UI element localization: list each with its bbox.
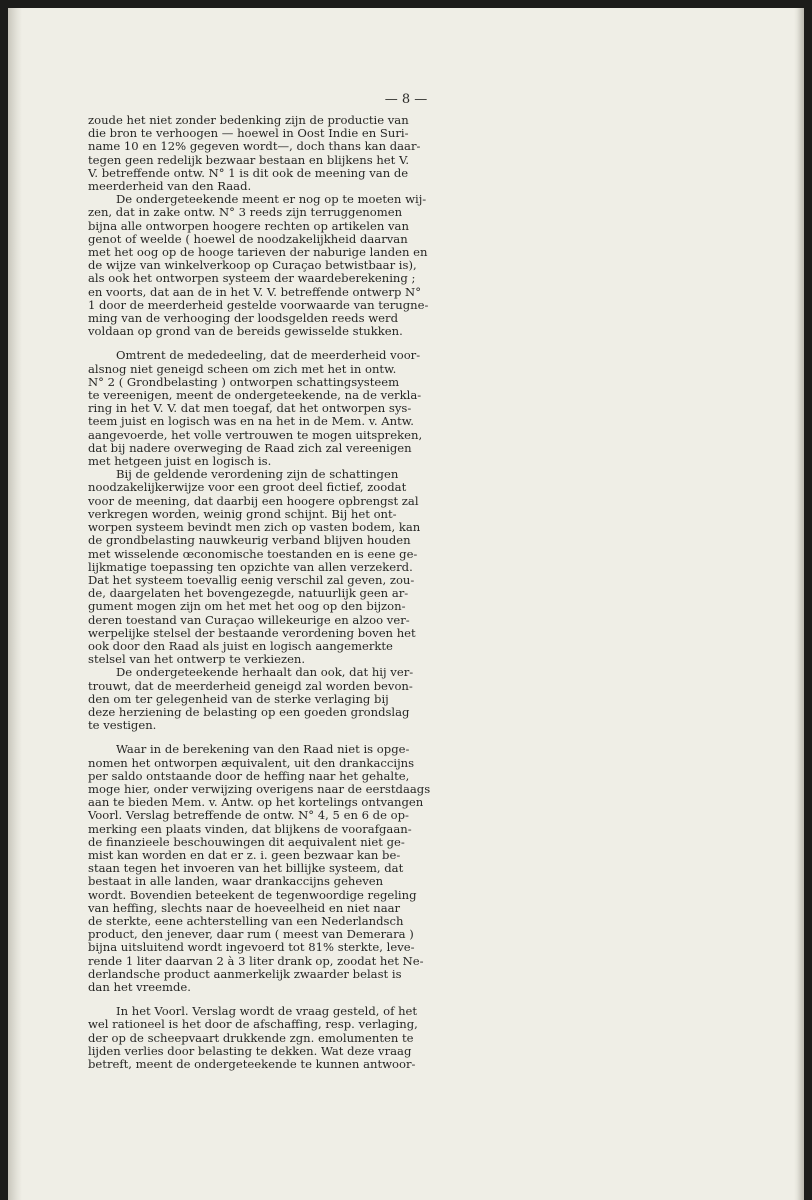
text-line: den om ter gelegenheid van de sterke verlaging bij <box>88 691 389 706</box>
text-line: en voorts, dat aan de in het V. V. betreffende ontwerp N° <box>88 284 421 299</box>
text-line: merking een plaats vinden, dat blijkens de voorafgaan- <box>88 821 412 836</box>
text-line: aangevoerde, het volle vertrouwen te mogen uitspreken, <box>88 427 423 442</box>
text-line: per saldo ontstaande door de heffing naar het gehalte, <box>88 768 410 783</box>
text-line: de, daargelaten het bovengezegde, natuurlijk geen ar- <box>88 586 409 601</box>
text-line: derlandsche product aanmerkelijk zwaarder belast is <box>88 966 402 981</box>
text-line: trouwt, dat de meerderheid geneigd zal worden bevon- <box>88 678 413 693</box>
text-line: die bron te verhoogen — hoewel in Oost Indie en Suri- <box>88 126 409 141</box>
text-line: De ondergeteekende herhaalt dan ook, dat hij ver- <box>116 665 414 680</box>
document-page <box>8 8 804 1200</box>
text-line: stelsel van het ontwerp te verkiezen. <box>88 652 306 667</box>
text-line: gument mogen zijn om het met het oog op den bijzon- <box>88 599 406 614</box>
text-line: moge hier, onder verwijzing overigens naar de eerstdaags <box>88 781 431 796</box>
text-line: tegen geen redelijk bezwaar bestaan en blijkens het V. <box>88 152 410 167</box>
text-line: dan het vreemde. <box>88 980 191 994</box>
text-line: wordt. Bovendien beteekent de tegenwoordige regeling <box>88 887 417 902</box>
text-line: bijna alle ontworpen hoogere rechten op artikelen van <box>88 218 409 233</box>
text-line: de sterkte, eene achterstelling van een Nederlandsch <box>88 913 404 928</box>
text-line: ook door den Raad als juist en logisch aangemerkte <box>88 638 393 653</box>
text-line: Waar in de berekening van den Raad niet is opge- <box>116 742 410 757</box>
text-line: product, den jenever, daar rum ( meest van Demerara ) <box>88 927 414 942</box>
text-line: met hetgeen juist en logisch is. <box>88 454 272 469</box>
text-line: betreft, meent de ondergeteekende te kunnen antwoor- <box>88 1057 416 1072</box>
text-line: Dat het systeem toevallig eenig verschil zal geven, zou- <box>88 572 415 587</box>
text-line: zoude het niet zonder bedenking zijn de productie van <box>88 113 409 127</box>
text-line: wel rationeel is het door de afschaffing, resp. verlaging, <box>88 1017 418 1032</box>
text-line: In het Voorl. Verslag wordt de vraag gesteld, of het <box>116 1004 418 1019</box>
text-line: meerderheid van den Raad. <box>88 179 252 194</box>
text-line: name 10 en 12% gegeven wordt—, doch thans kan daar- <box>88 139 421 154</box>
text-line: te vestigen. <box>88 718 157 733</box>
text-line: de grondbelasting nauwkeurig verband blijven houden <box>88 533 411 548</box>
text-line: 1 door de meerderheid gestelde voorwaarde van terugne- <box>88 297 429 312</box>
text-line: Omtrent de mededeeling, dat de meerderheid voor- <box>116 348 421 363</box>
page-binding-shadow <box>8 8 22 1200</box>
body-text <box>88 114 468 1071</box>
text-line: van heffing, slechts naar de hoeveelheid en niet naar <box>88 900 401 915</box>
text-line: N° 2 ( Grondbelasting ) ontworpen schattingsysteem <box>88 374 400 389</box>
paragraph <box>88 743 468 994</box>
text-line: worpen systeem bevindt men zich op vasten bodem, kan <box>88 520 421 535</box>
text-line: bestaat in alle landen, waar drankaccijns geheven <box>88 874 384 889</box>
text-line: De ondergeteekende meent er nog op te moeten wij- <box>116 192 427 207</box>
text-line: met wisselende œconomische toestanden en is eene ge- <box>88 546 418 561</box>
paragraph <box>88 349 468 468</box>
text-line: ming van de verhooging der loodsgelden reeds werd <box>88 311 398 326</box>
paragraph <box>88 1005 468 1071</box>
page-number: — 8 — <box>384 92 428 107</box>
text-line: Voorl. Verslag betreffende de ontw. N° 4, 5 en 6 de op- <box>88 808 409 823</box>
text-line: zen, dat in zake ontw. N° 3 reeds zijn terruggenomen <box>88 205 403 220</box>
text-line: staan tegen het invoeren van het billijke systeem, dat <box>88 861 404 876</box>
text-line: met het oog op de hooge tarieven der naburige landen en <box>88 245 428 260</box>
text-line: voor de meening, dat daarbij een hoogere opbrengst zal <box>88 493 419 508</box>
paragraph <box>88 468 468 666</box>
text-line: bijna uitsluitend wordt ingevoerd tot 81% sterkte, leve- <box>88 940 415 955</box>
text-line: genot of weelde ( hoewel de noodzakelijkheid daarvan <box>88 231 408 246</box>
text-line: nomen het ontworpen æquivalent, uit den drankaccijns <box>88 755 415 770</box>
text-line: werpelijke stelsel der bestaande verordening boven het <box>88 625 416 640</box>
text-line: der op de scheepvaart drukkende zgn. emolumenten te <box>88 1030 414 1045</box>
text-line: alsnog niet geneigd scheen om zich met het in ontw. <box>88 361 397 376</box>
text-line: aan te bieden Mem. v. Antw. op het kortelings ontvangen <box>88 795 424 810</box>
text-line: de wijze van winkelverkoop op Curaçao betwistbaar is), <box>88 258 417 273</box>
text-line: rende 1 liter daarvan 2 à 3 liter drank op, zoodat het Ne- <box>88 953 424 968</box>
text-line: te vereenigen, meent de ondergeteekende, na de verkla- <box>88 388 422 403</box>
text-line: lijkmatige toepassing ten opzichte van allen verzekerd. <box>88 559 413 574</box>
page-edge-shadow <box>794 8 804 1200</box>
text-line: dat bij nadere overweging de Raad zich zal vereenigen <box>88 440 412 455</box>
text-line: noodzakelijkerwijze voor een groot deel fictief, zoodat <box>88 480 407 495</box>
text-line: Bij de geldende verordening zijn de schattingen <box>116 467 399 482</box>
text-line: V. betreffende ontw. N° 1 is dit ook de meening van de <box>88 165 409 180</box>
paragraph <box>88 193 468 338</box>
text-line: lijden verlies door belasting te dekken. Wat deze vraag <box>88 1043 412 1058</box>
paragraph <box>88 114 468 193</box>
text-line: ring in het V. V. dat men toegaf, dat het ontworpen sys- <box>88 401 412 416</box>
text-line: als ook het ontworpen systeem der waardeberekening ; <box>88 271 416 286</box>
text-line: deren toestand van Curaçao willekeurige en alzoo ver- <box>88 612 410 627</box>
text-line: voldaan op grond van de bereids gewisselde stukken. <box>88 324 403 339</box>
text-line: mist kan worden en dat er z. i. geen bezwaar kan be- <box>88 847 401 862</box>
text-line: teem juist en logisch was en na het in de Mem. v. Antw. <box>88 414 414 429</box>
text-line: verkregen worden, weinig grond schijnt. Bij het ont- <box>88 506 397 521</box>
text-line: de finanzieele beschouwingen dit aequivalent niet ge- <box>88 834 405 849</box>
text-line: deze herziening de belasting op een goeden grondslag <box>88 704 410 719</box>
paragraph <box>88 666 468 732</box>
